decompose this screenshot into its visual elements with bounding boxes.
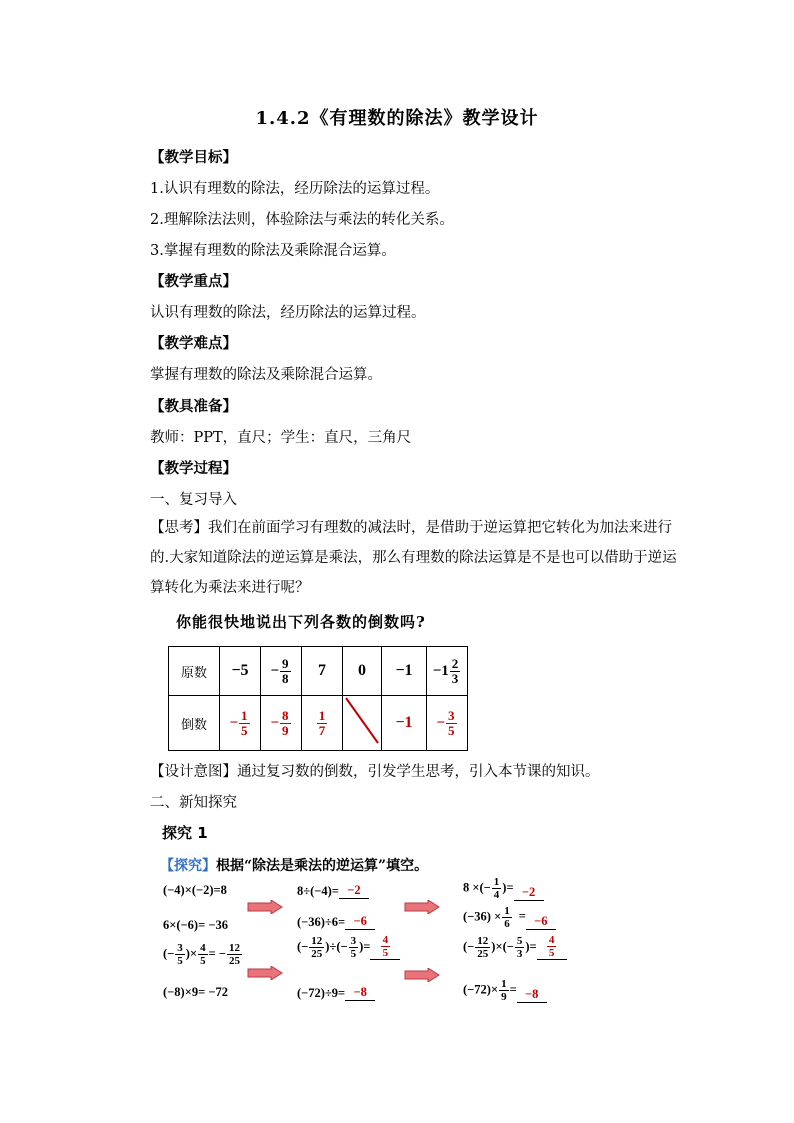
original-cell-2: − $\frac{9}{8}$ (261, 647, 302, 696)
explore-instruction (160, 855, 428, 875)
tools-heading: 【教具准备】 (150, 399, 237, 415)
arrow-right-icon (247, 966, 283, 980)
col1-eq1: (−4)×(−2)=8 (163, 883, 227, 897)
goals-heading: 【教学目标】 (150, 150, 237, 166)
reciprocal-cell-4-none (343, 696, 382, 751)
reciprocal-cell-2: − $\frac{8}{9}$ (261, 696, 302, 751)
answer-blank: −6 (345, 914, 375, 930)
difficulty-heading: 【教学难点】 (150, 336, 237, 352)
explore-title: 探究 1 (162, 824, 208, 842)
reciprocal-cell-6: − $\frac{3}{5}$ (427, 696, 468, 751)
col1-eq3: (− $\frac{3}{5}$ )× $\frac{4}{5}$ = − $\frac{12}{25}$ (163, 942, 240, 967)
col2-eq3: (− $\frac{12}{25}$ )÷(− $\frac{3}{5}$ )= $\frac{4}{5}$ (297, 934, 400, 960)
explore-tag: 【探究】 (160, 858, 216, 874)
answer-blank: −2 (514, 885, 544, 901)
explore-text: 根据“除法是乘法的逆运算”填空。 (216, 858, 429, 874)
answer-blank: −8 (517, 987, 547, 1003)
original-cell-5: −1 (382, 647, 427, 696)
tools-text: 教师：PPT，直尺；学生：直尺，三角尺 (150, 430, 412, 446)
arrow-right-icon (247, 900, 283, 914)
answer-blank: $\frac{4}{5}$ (370, 934, 400, 960)
goal-item-3: 3.掌握有理数的除法及乘除混合运算。 (150, 243, 396, 259)
col1-eq2: 6×(−6)= −36 (163, 918, 228, 932)
reciprocal-table (168, 646, 468, 751)
design-intent: 【设计意图】通过复习数的倒数，引发学生思考，引入本节课的知识。 (150, 764, 600, 780)
original-cell-6: −1 $\frac{2}{3}$ (427, 647, 468, 696)
answer-blank: −2 (339, 883, 369, 899)
col2-eq4: (−72)÷9= −8 (297, 985, 375, 1001)
col3-eq1: 8 ×(− $\frac{1}{4}$ )= −2 (463, 876, 544, 901)
original-cell-1: −5 (220, 647, 261, 696)
table-row-reciprocal (169, 696, 468, 751)
page-title: 1.4.2《有理数的除法》教学设计 (255, 108, 539, 129)
difficulty-text: 掌握有理数的除法及乘除混合运算。 (150, 367, 382, 383)
reciprocal-cell-1: − $\frac{1}{5}$ (220, 696, 261, 751)
row-label-reciprocal: 倒数 (169, 696, 220, 751)
col2-eq1: 8÷(−4)= −2 (297, 883, 369, 899)
goal-item-2: 2.理解除法法则，体验除法与乘法的转化关系。 (150, 212, 454, 228)
think-paragraph: 【思考】我们在前面学习有理数的减法时，是借助于逆运算把它转化为加法来进行的.大家知道除法的逆运算是乘法，那么有理数的除法运算是不是也可以借助于逆运算转化为乘法来进行呢？ (150, 520, 677, 596)
col3-eq4: (−72)× $\frac{1}{9}$ = −8 (463, 978, 547, 1003)
original-cell-3: 7 (302, 647, 343, 696)
reciprocal-question: 你能很快地说出下列各数的倒数吗? (176, 613, 426, 631)
reciprocal-cell-3: $\frac{1}{7}$ (302, 696, 343, 751)
col2-eq2: (−36)÷6= −6 (297, 914, 375, 930)
answer-blank: $\frac{4}{5}$ (537, 934, 567, 960)
arrow-right-icon (404, 968, 440, 982)
answer-blank: −8 (345, 985, 375, 1001)
part1-title: 一、复习导入 (150, 492, 237, 508)
arrow-right-icon (404, 900, 440, 914)
part2-title: 二、新知探究 (150, 795, 237, 811)
answer-blank: −6 (526, 914, 556, 930)
key-text: 认识有理数的除法，经历除法的运算过程。 (150, 305, 426, 321)
col3-eq3: (− $\frac{12}{25}$ )×(− $\frac{5}{3}$ )= $\frac{4}{5}$ (463, 934, 567, 960)
original-cell-4: 0 (343, 647, 382, 696)
col3-eq2: (−36) × $\frac{1}{6}$ = −6 (463, 905, 556, 930)
goal-item-1: 1.认识有理数的除法，经历除法的运算过程。 (150, 181, 440, 197)
table-row-original (169, 647, 468, 696)
diagonal-slash-icon (343, 696, 381, 745)
col1-eq4: (−8)×9= −72 (163, 985, 228, 999)
row-label-original: 原数 (169, 647, 220, 696)
key-heading: 【教学重点】 (150, 274, 237, 290)
process-heading: 【教学过程】 (150, 461, 237, 477)
reciprocal-cell-5: −1 (382, 696, 427, 751)
